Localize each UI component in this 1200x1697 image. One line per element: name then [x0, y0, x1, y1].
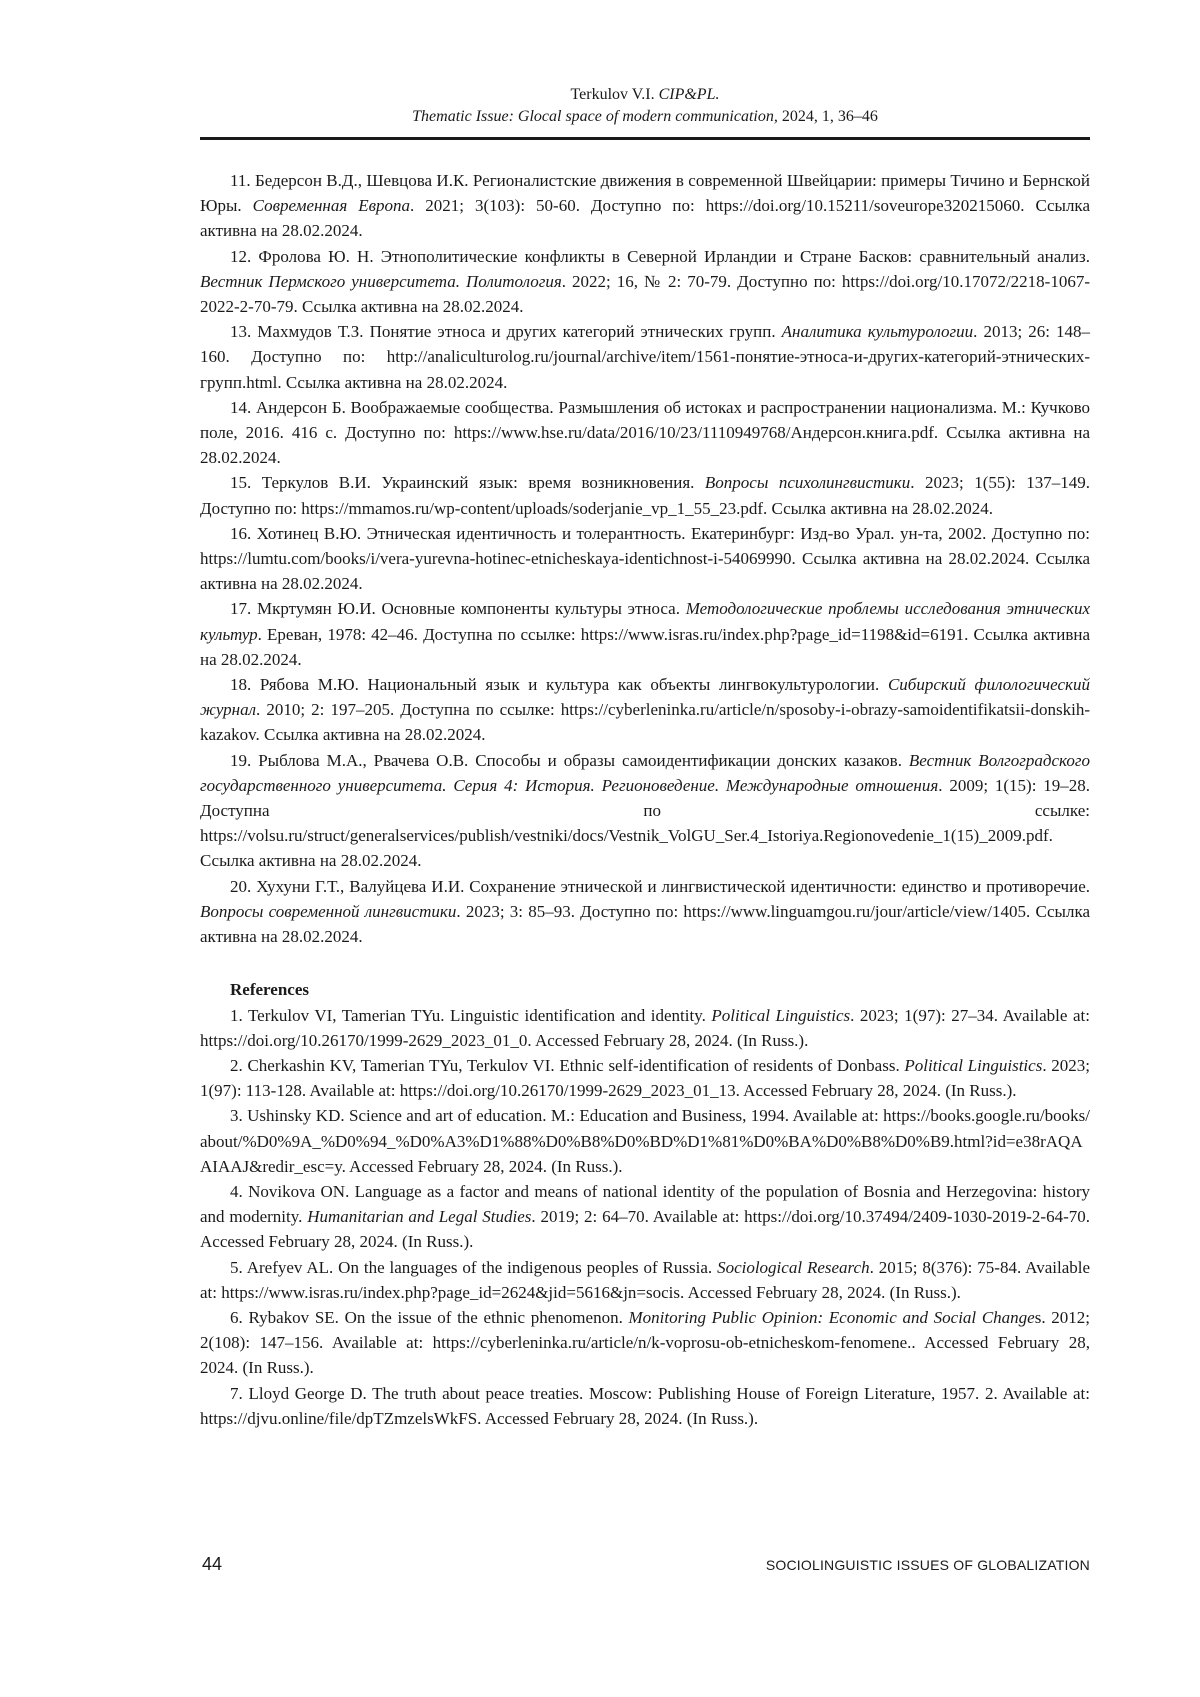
reference-item: 3. Ushinsky KD. Science and art of education. M.: Education and Business, 1994. Available at: https://books.google.ru/books/about/%D0%9A_%D0%94_%D0%A3%D1%88%D0%B8%D0%BD%D1%81%D0%BA%D0%B8%D0%B9.html?id=e38rAQAAIAAJ&redir_esc=y. Accessed February 28, 2024. (In Russ.). — [200, 1106, 1090, 1176]
header-issue: Thematic Issue: Glocal space of modern communication, — [412, 108, 778, 125]
header-line-1 — [200, 84, 1090, 106]
header-line-2 — [200, 106, 1090, 128]
page-number: 44 — [202, 1554, 223, 1574]
reference-item: 1. Terkulov VI, Tamerian TYu. Linguistic identification and identity. Political Linguistics. 2023; 1(97): 27–34. Available at: https://doi.org/10.26170/1999-2629_2023_01_0. Accessed February 28, 2024. (In Russ.). — [200, 1005, 1090, 1050]
reference-item: 6. Rybakov SE. On the issue of the ethnic phenomenon. Monitoring Public Opinion: Economic and Social Changes. 2012; 2(108): 147–156. Available at: https://cyberleninka.ru/article/n/k-voprosu-ob-etnicheskom-fenomene.. Accessed February 28, 2024. (In Russ.). — [200, 1307, 1090, 1378]
reference-item: 18. Рябова М.Ю. Национальный язык и культура как объекты лингвокультурологии. Сибирский филологический журнал. 2010; 2: 197–205. Доступна по ссылке: https://cyberleninka.ru/article/n/sposoby-i-obrazy-samoidentifikatsii-donskih-kazakov. Ссылка активна на 28.02.2024. — [200, 675, 1090, 745]
reference-item: 13. Махмудов Т.З. Понятие этноса и других категорий этнических групп. Аналитика культурологии. 2013; 26: 148–160. Доступно по: http://analiculturolog.ru/journal/archive/item/1561-понятие-этноса-и-других-категорий-этнических-групп.html. Ссылка активна на 28.02.2024. — [200, 322, 1090, 392]
header-rule — [200, 137, 1090, 140]
header-journal: CIP&PL. — [658, 86, 720, 103]
reference-item: 12. Фролова Ю. Н. Этнополитические конфликты в Северной Ирландии и Стране Басков: сравнительный анализ. Вестник Пермского университета. Политология. 2022; 16, № 2: 70-79. Доступно по: https://doi.org/10.17072/2218-1067-2022-2-70-79. Ссылка активна на 28.02.2024. — [200, 246, 1090, 317]
page-body — [200, 168, 1090, 1431]
journal-name: SOCIOLINGUISTIC ISSUES OF GLOBALIZATION — [765, 1557, 1090, 1573]
english-reference-list — [200, 1003, 1090, 1431]
reference-item: 11. Бедерсон В.Д., Шевцова И.К. Регионалистские движения в современной Швейцарии: примеры Тичино и Бернской Юры. Современная Европа. 2021; 3(103): 50-60. Доступно по: https://doi.org/10.15211/soveurope320215060. Ссылка активна на 28.02.2024. — [200, 171, 1090, 241]
references-heading: References — [230, 980, 309, 1000]
reference-item: 4. Novikova ON. Language as a factor and means of national identity of the population of Bosnia and Herzegovina: history and modernity. Humanitarian and Legal Studies. 2019; 2: 64–70. Available at: https://doi.org/10.37494/2409-1030-2019-2-64-70. Accessed February 28, 2024. (In Russ.). — [200, 1181, 1090, 1252]
reference-item: 17. Мкртумян Ю.И. Основные компоненты культуры этноса. Методологические проблемы исследования этнических культур. Ереван, 1978: 42–46. Доступна по ссылке: https://www.isras.ru/index.php?page_id=1198&id=6191. Ссылка активна на 28.02.2024. — [200, 599, 1091, 669]
reference-item: 20. Хухуни Г.Т., Валуйцева И.И. Сохранение этнической и лингвистической идентичности: единство и противоречие. Вопросы современной лингвистики. 2023; 3: 85–93. Доступно по: https://www.linguamgou.ru/jour/article/view/1405. Ссылка активна на 28.02.2024. — [200, 876, 1090, 947]
header-author: Terkulov V.I. — [570, 86, 659, 103]
reference-item: 7. Lloyd George D. The truth about peace treaties. Moscow: Publishing House of Foreign Literature, 1957. 2. Available at: https://djvu.online/file/dpTZmzelsWkFS. Accessed February 28, 2024. (In Russ.). — [200, 1383, 1090, 1428]
reference-item: 16. Хотинец В.Ю. Этническая идентичность и толерантность. Екатеринбург: Изд-во Урал. ун-та, 2002. Доступно по: https://lumtu.com/books/i/vera-yurevna-hotinec-etnicheskaya-identichnost-i-54069990. Ссылка активна на 28.02.2024. Ссылка активна на 28.02.2024. — [200, 523, 1090, 594]
header-issue-details: 2024, 1, 36–46 — [777, 108, 878, 125]
reference-item: 15. Теркулов В.И. Украинский язык: время возникновения. Вопросы психолингвистики. 2023; 1(55): 137–149. Доступно по: https://mmamos.ru/wp-content/uploads/soderjanie_vp_1_55_23.pdf. Ссылка активна на 28.02.2024. — [200, 473, 1090, 518]
russian-reference-list — [200, 168, 1090, 949]
running-header — [200, 84, 1090, 128]
reference-item: 14. Андерсон Б. Воображаемые сообщества. Размышления об истоках и распространении национализма. М.: Кучково поле, 2016. 416 с. Доступно по: https://www.hse.ru/data/2016/10/23/1110949768/Андерсон.книга.pdf. Ссылка активна на 28.02.2024. — [200, 397, 1090, 468]
reference-item: 19. Рыблова М.А., Рвачева О.В. Способы и образы самоидентификации донских казаков. Вестник Волгоградского государственного университета. Серия 4: История. Регионоведение. Международные отношения. 2009; 1(15): 19–28. Доступна по ссылке: https://volsu.ru/struct/generalservices/publish/vestniki/docs/Vestnik_VolGU_Ser.4_Istoriya.Regionovedenie_1(15)_2009.pdf. Ссылка активна на 28.02.2024. — [200, 750, 1090, 871]
reference-item: 5. Arefyev AL. On the languages of the indigenous peoples of Russia. Sociological Research. 2015; 8(376): 75-84. Available at: https://www.isras.ru/index.php?page_id=2624&jid=5616&jn=socis. Accessed February 28, 2024. (In Russ.). — [200, 1257, 1091, 1302]
reference-item: 2. Cherkashin KV, Tamerian TYu, Terkulov VI. Ethnic self-identification of residents of Donbass. Political Linguistics. 2023; 1(97): 113-128. Available at: https://doi.org/10.26170/1999-2629_2023_01_13. Accessed February 28, 2024. (In Russ.). — [200, 1055, 1091, 1101]
page-footer — [200, 1554, 1090, 1580]
